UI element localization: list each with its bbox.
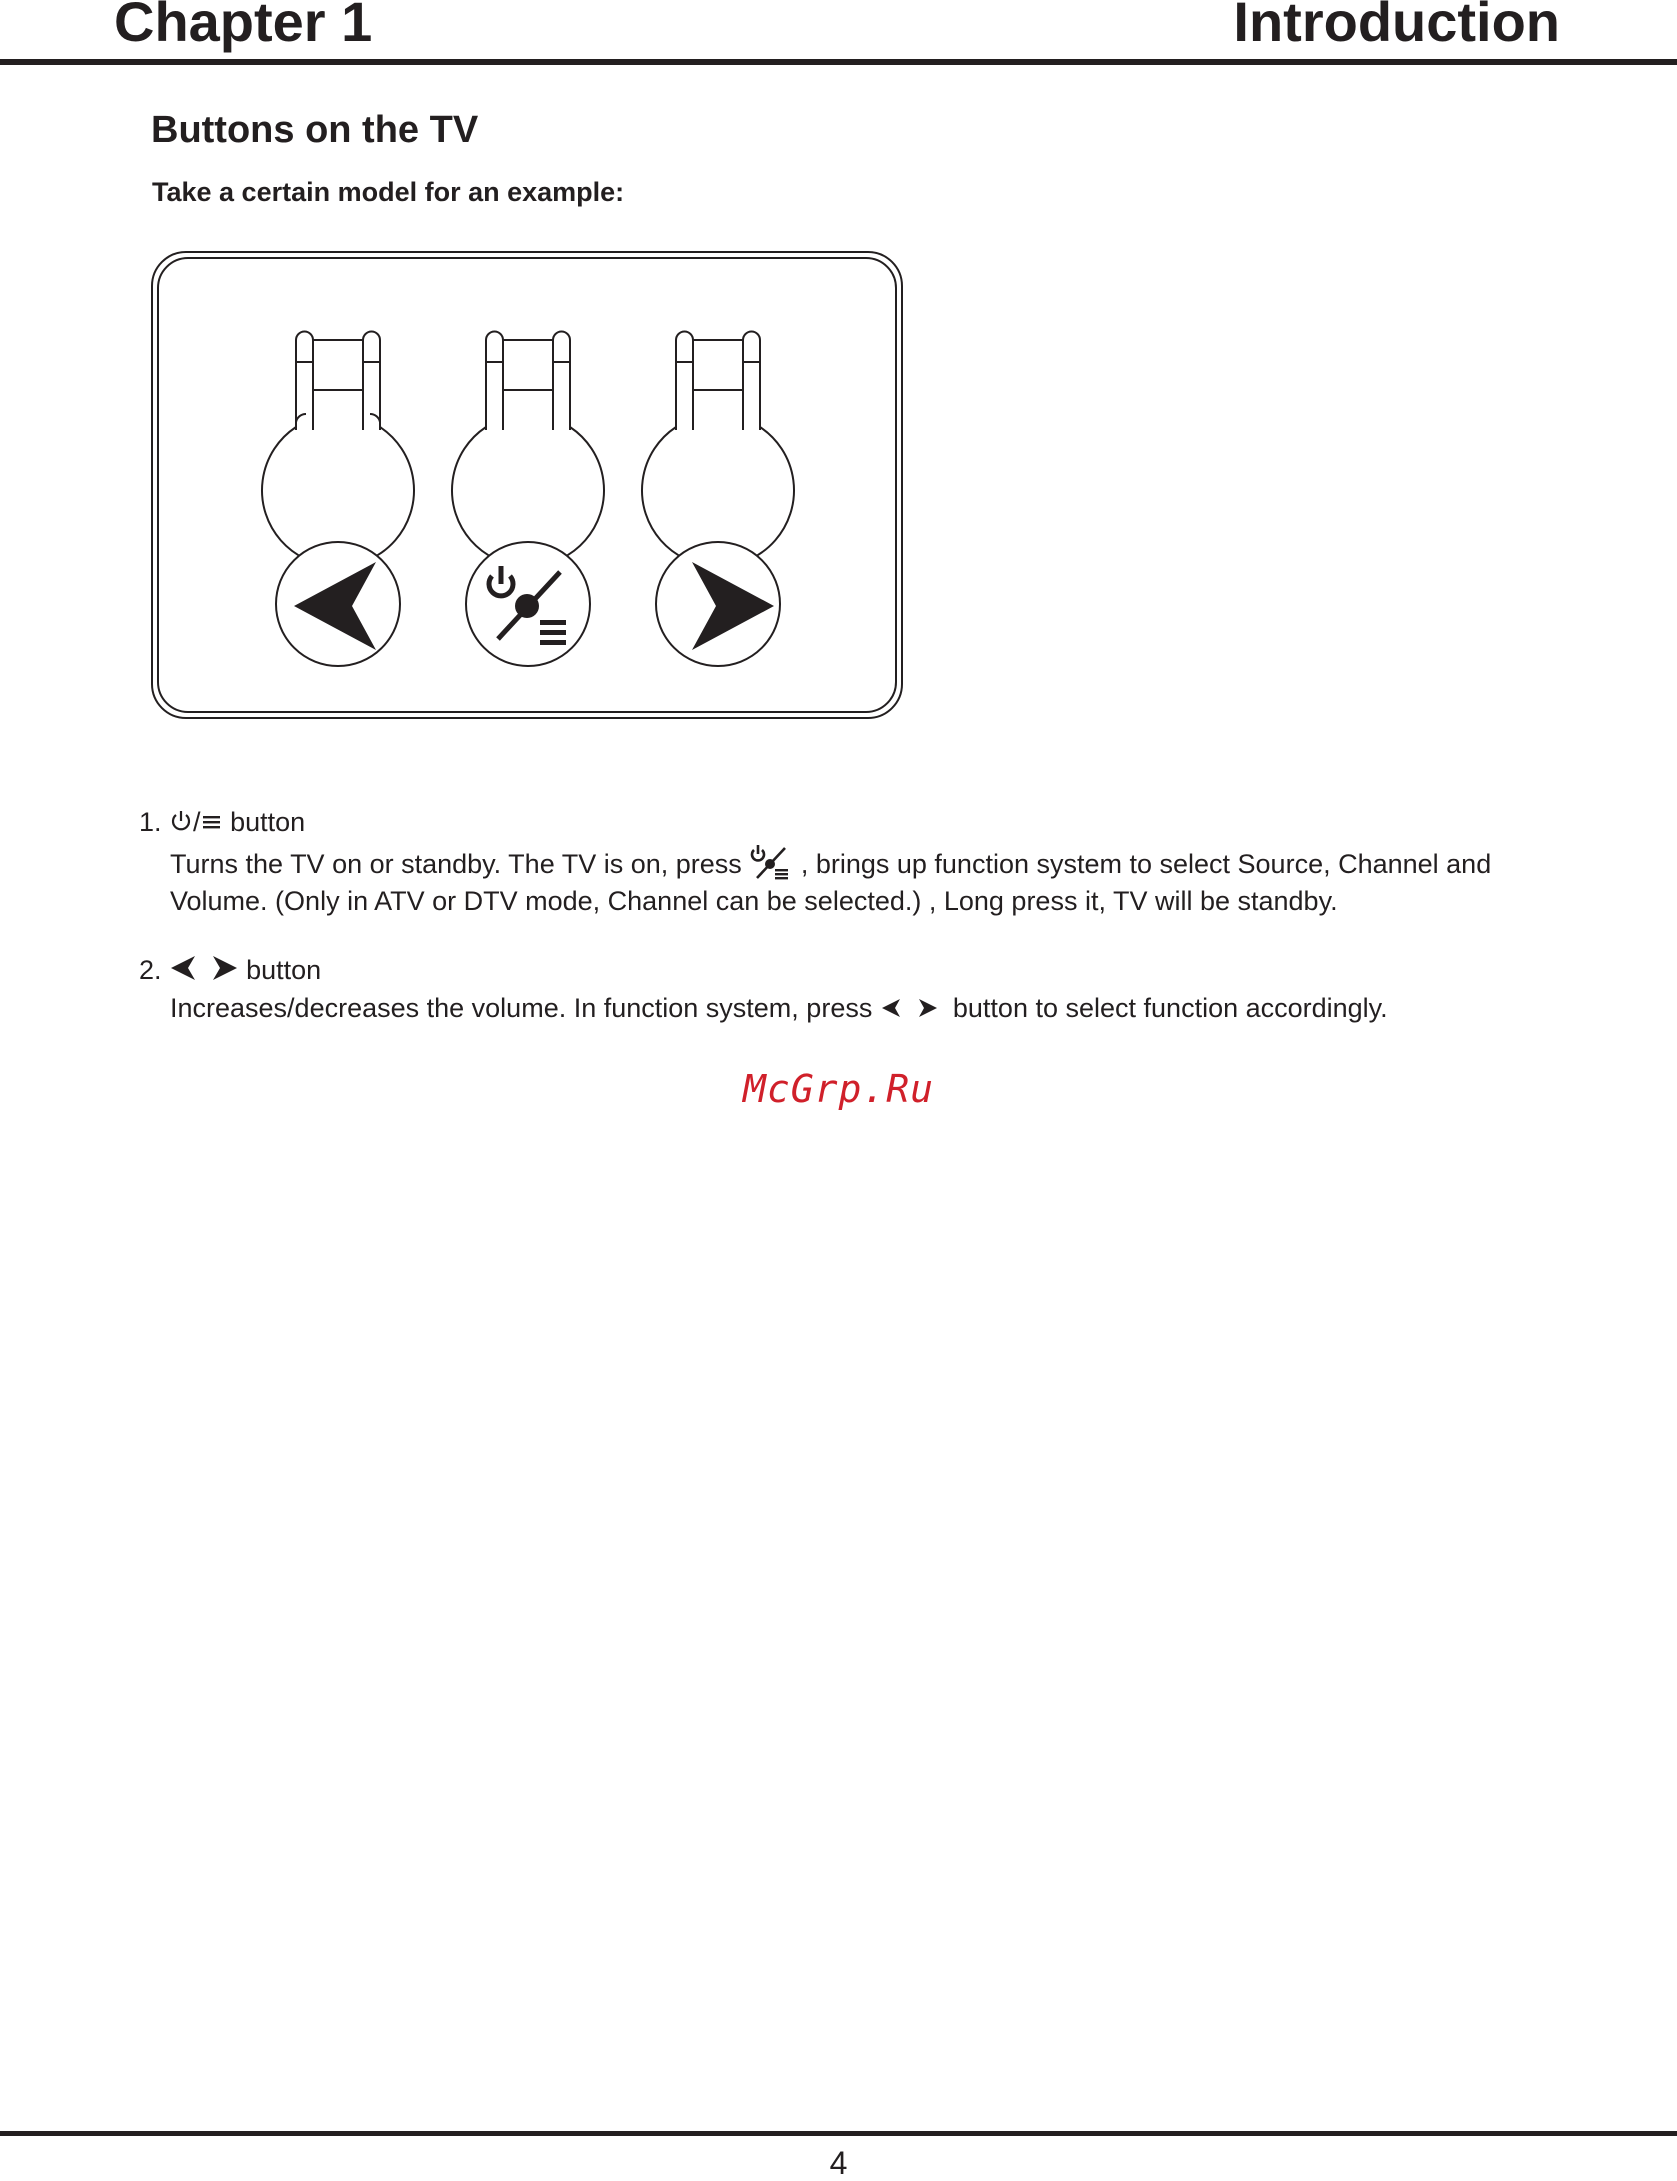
- left-arrow-icon: [169, 955, 197, 989]
- power-icon: [169, 807, 193, 841]
- item-2-line-1-button: button: [952, 993, 1028, 1023]
- item-1-line-2: Volume. (Only in ATV or DTV mode, Channel can be selected.) , Long press it, TV will be standby.: [170, 886, 1338, 916]
- item-1-heading: [139, 805, 305, 841]
- item-1-line-1-after: , brings up function system to select Source, Channel and: [800, 849, 1492, 880]
- item-2-line-1-after: to select function accordingly.: [1035, 993, 1388, 1023]
- panel-center-button: [452, 332, 604, 667]
- watermark: McGrp.Ru: [742, 1067, 935, 1111]
- panel-right-button: [642, 332, 794, 667]
- panel-left-button: [262, 332, 414, 667]
- item-1-slash: /: [193, 807, 201, 837]
- chapter-label: Chapter 1: [114, 0, 373, 53]
- left-arrow-icon: [880, 993, 902, 1027]
- item-2-number: 2.: [139, 955, 162, 985]
- header-rule: [0, 59, 1677, 65]
- item-2-heading: [139, 953, 321, 989]
- item-1-label: button: [230, 807, 306, 837]
- chapter-title: Introduction: [1233, 0, 1560, 53]
- item-2-label: button: [246, 955, 322, 985]
- menu-icon: [201, 807, 223, 841]
- power-menu-icon: [749, 842, 793, 890]
- page-number: 4: [829, 2145, 848, 2181]
- item-1-line-1: [170, 842, 1491, 890]
- item-1-number: 1.: [139, 807, 162, 837]
- right-arrow-icon: [917, 993, 939, 1027]
- section-subtitle: Take a certain model for an example:: [152, 177, 625, 207]
- footer-rule: [0, 2131, 1677, 2136]
- item-1-line-1-before: Turns the TV on or standby. The TV is on, press: [170, 849, 742, 880]
- item-2-line-1-before: Increases/decreases the volume. In function system, press: [170, 993, 873, 1023]
- item-2-line-1: [170, 991, 1388, 1027]
- section-title: Buttons on the TV: [151, 109, 479, 151]
- tv-button-panel-illustration: [150, 250, 906, 722]
- right-arrow-icon: [211, 955, 239, 989]
